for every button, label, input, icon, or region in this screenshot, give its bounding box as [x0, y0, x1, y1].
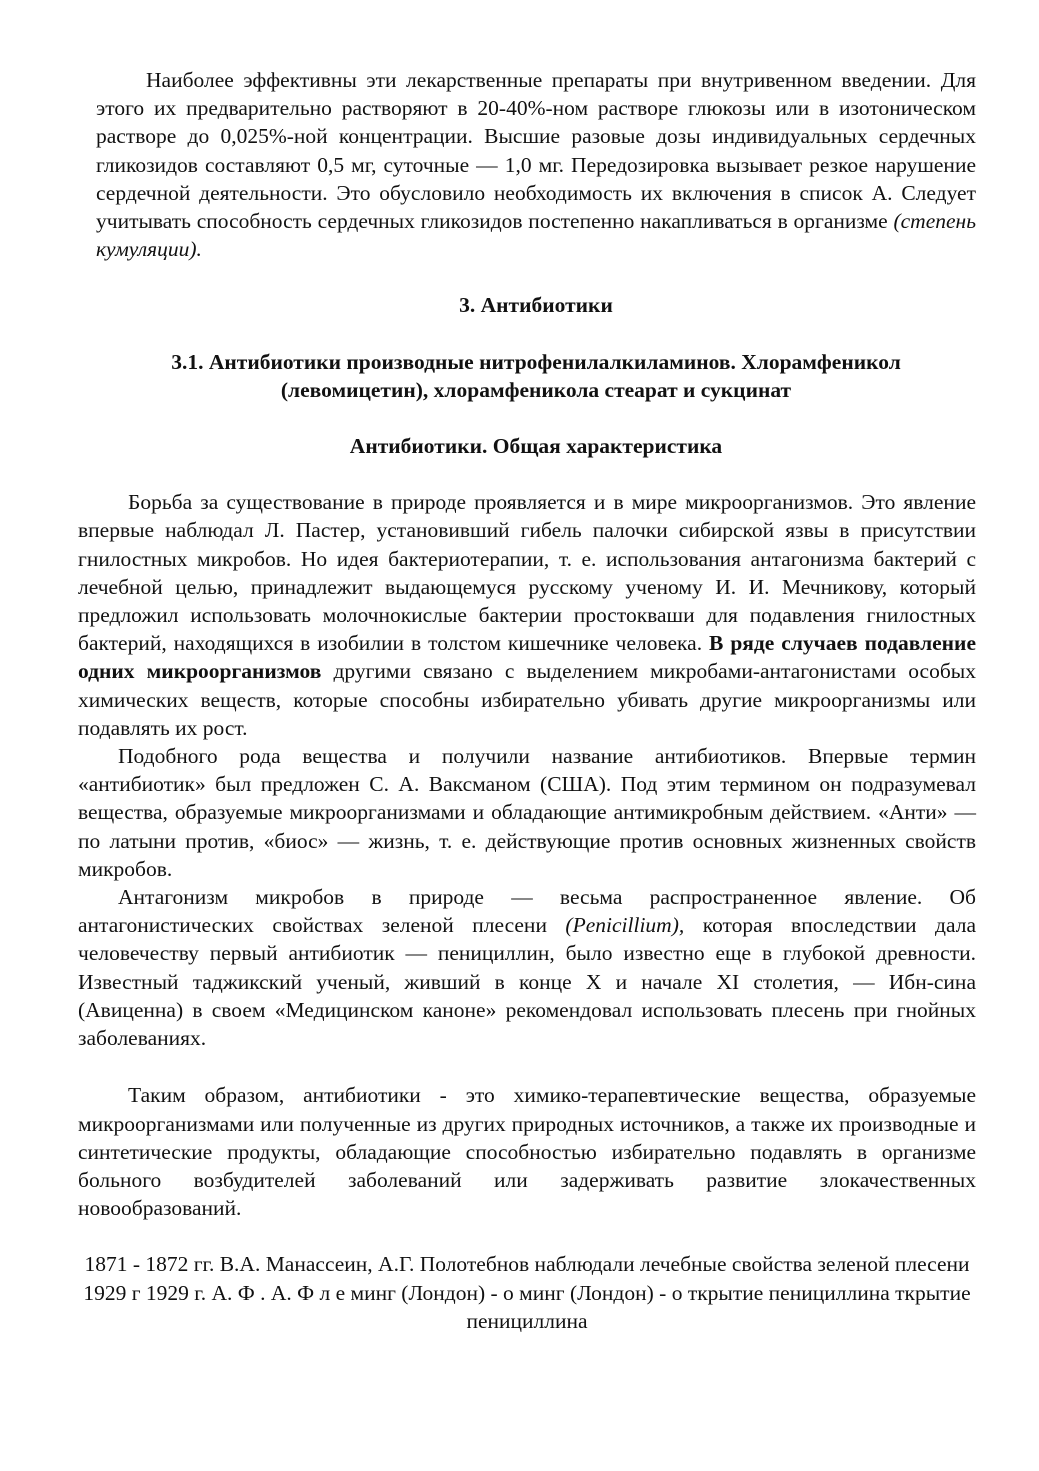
- italic-term: (степень кумуляции).: [96, 209, 976, 262]
- paragraph-text-rest: другими связано с выделением микробами-антагонистами особых химических веществ, которые способны избирательно убивать другие микроорганизмы или подавлять их рост.: [78, 659, 976, 740]
- paragraph-text: Борьба за существование в природе проявляется и в мире микроорганизмов. Это явление впервые наблюдал Л. Пастер, установивший гибель палочки сибирской язвы в присутствии гнилостных микробов. Но идея бактериотерапии, т. е. использования антагонизма бактерий с лечебной целью, принадлежит выдающемуся русскому ученому И. И. Мечникову, который предложил использовать молочнокислые бактерии простокваши для подавления гнилостных бактерий, находящихся в изобилии в толстом кишечнике человека.: [78, 490, 976, 656]
- paragraph-antagonism: [78, 883, 976, 1052]
- paragraph-glycosides-dosage: [78, 66, 976, 263]
- paragraph-text: Наиболее эффективны эти лекарственные препараты при внутривенном введении. Для этого их предварительно растворяют в 20-40%-ном растворе глюкозы или в изотоническом растворе до 0,025%-ной концентрации. Высшие разовые дозы индивидуальных сердечных гликозидов составляют 0,5 мг, суточные — 1,0 мг. Передозировка вызывает резкое нарушение сердечной деятельности. Это обусловило необходимость их включения в список А. Следует учитывать способность сердечных гликозидов постепенно накапливаться в организме: [96, 68, 976, 234]
- topic-heading: Антибиотики. Общая характеристика: [349, 434, 723, 459]
- paragraph-text-rest: которая впоследствии дала человечеству первый антибиотик — пенициллин, было известно еще в глубокой древности. Известный таджикский ученый, живший в конце X и начале XI столетия, — Ибн-сина (Авиценна) в своем «Медицинском каноне» рекомендовал использовать плесень при гнойных заболеваниях.: [78, 913, 976, 1051]
- subsection-heading: 3.1. Антибиотики производные нитрофенилалкиламинов. Хлорамфеникол (левомицетин), хлорамфеникола стеарат и сукцинат: [171, 349, 901, 402]
- paragraph-struggle: [78, 488, 976, 742]
- paragraph-definition: Таким образом, антибиотики - это химико-терапевтические вещества, образуемые микроорганизмами или полученные из других природных источников, а также их производные и синтетические продукты, обладающие способностью избирательно подавлять в организме больного возбудителей заболеваний или задерживать развитие злокачественных новообразований.: [78, 1083, 976, 1221]
- paragraph-text: Антагонизм микробов в природе — весьма распространенное явление. Об антагонистических свойствах зеленой плесени: [78, 885, 976, 938]
- section-heading: 3. Антибиотики: [459, 293, 613, 318]
- paragraph-term-origin: Подобного рода вещества и получили название антибиотиков. Впервые термин «антибиотик» был предложен С. А. Ваксманом (США). Под этим термином он подразумевал вещества, образуемые микроорганизмами и обладающие антимикробным действием. «Анти» — по латыни против, «биос» — жизнь, т. е. действующие против основных жизненных свойств микробов.: [78, 744, 976, 881]
- italic-term: (Penicillium),: [565, 913, 685, 938]
- history-note: 1871 - 1872 гг. В.А. Манассеин, А.Г. Полотебнов наблюдали лечебные свойства зеленой плесени 1929 г 1929 г. А. Ф . А. Ф л е минг (Лондон) - о минг (Лондон) - о ткрытие пенициллина ткрытие пенициллина: [83, 1252, 971, 1333]
- bold-phrase: В ряде случаев подавление одних микроорганизмов: [78, 631, 976, 684]
